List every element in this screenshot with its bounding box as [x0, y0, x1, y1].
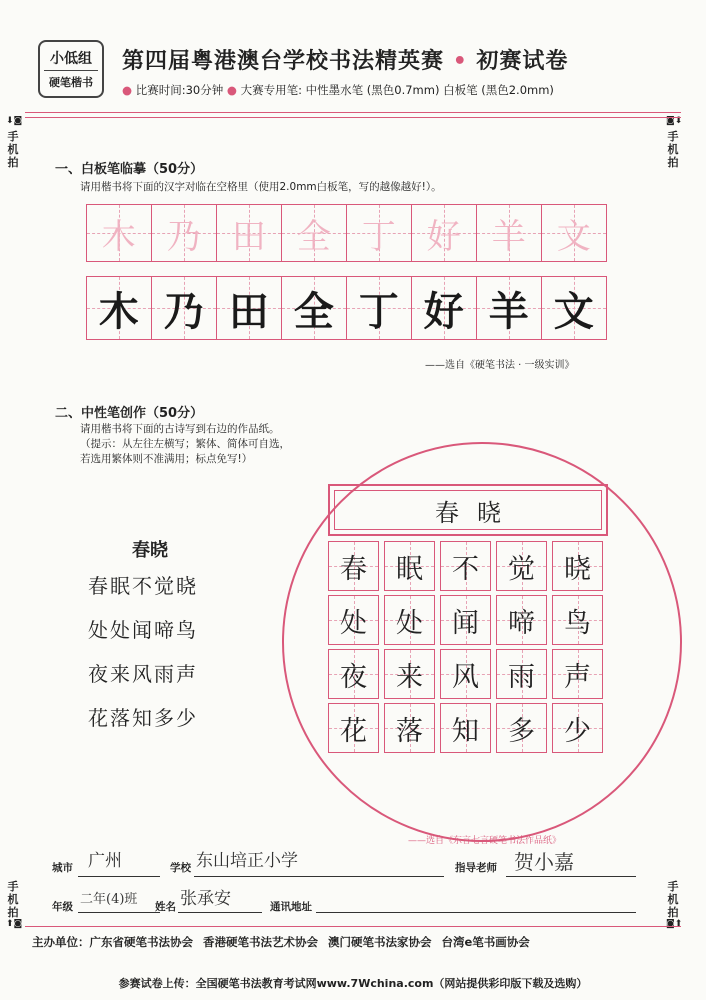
- address-underline: [316, 912, 636, 913]
- poem-line: 春眠不觉晓: [88, 574, 198, 598]
- work-cell[interactable]: 多: [496, 703, 547, 753]
- copying-row: [87, 276, 607, 340]
- work-cell[interactable]: 不: [440, 541, 491, 591]
- work-cell[interactable]: 声: [552, 649, 603, 699]
- title-main: 第四届粤港澳台学校书法精英赛: [122, 49, 445, 74]
- side-note-text: 手机拍: [667, 880, 679, 919]
- badge-divider: [44, 70, 98, 71]
- work-cell[interactable]: 花: [328, 703, 379, 753]
- work-title-box[interactable]: [328, 484, 608, 536]
- instruction-line: 若选用繁体则不准满用；标点免写!）: [80, 453, 253, 465]
- name-field[interactable]: 张承安: [180, 889, 231, 909]
- side-note-bottom-left: [6, 880, 22, 929]
- title-dot: •: [452, 49, 468, 74]
- trace-cell[interactable]: 木: [86, 204, 153, 262]
- work-cell[interactable]: 少: [552, 703, 603, 753]
- copy-cell[interactable]: 乃: [151, 276, 218, 340]
- name-label: 姓名: [155, 901, 176, 913]
- work-title: 春晓: [435, 498, 519, 527]
- side-note-top-left: [6, 116, 22, 169]
- header-rule-thin: [25, 117, 681, 118]
- work-cell[interactable]: 处: [328, 595, 379, 645]
- work-cell[interactable]: 晓: [552, 541, 603, 591]
- trace-cell[interactable]: 田: [216, 204, 283, 262]
- teacher-underline: [506, 876, 636, 877]
- work-cell[interactable]: 鸟: [552, 595, 603, 645]
- trace-cell[interactable]: 乃: [151, 204, 218, 262]
- bullet-icon: ●: [226, 83, 237, 97]
- trace-cell[interactable]: 羊: [476, 204, 543, 262]
- work-cell[interactable]: 来: [384, 649, 435, 699]
- work-row: [328, 703, 604, 753]
- school-underline: [194, 876, 444, 877]
- city-field[interactable]: 广州: [88, 851, 122, 871]
- badge-group-label: 小低组: [50, 51, 92, 67]
- poem-line: 处处闻啼鸟: [88, 618, 198, 642]
- time-info: 比赛时间:30分钟: [135, 83, 224, 97]
- header-rule: [25, 112, 681, 113]
- work-cell[interactable]: 眠: [384, 541, 435, 591]
- school-field[interactable]: 东山培正小学: [196, 851, 298, 871]
- badge-style-label: 硬笔楷书: [49, 76, 93, 89]
- address-label: 通讯地址: [270, 901, 312, 913]
- work-cell[interactable]: 春: [328, 541, 379, 591]
- pen-info: 大赛专用笔: 中性墨水笔 (黑色0.7mm) 白板笔 (黑色2.0mm): [240, 83, 554, 97]
- work-cell[interactable]: 雨: [496, 649, 547, 699]
- poem-line: 夜来风雨声: [88, 662, 198, 686]
- copy-cell[interactable]: 木: [86, 276, 153, 340]
- camera-icon: ◙⬆: [666, 919, 683, 929]
- trace-cell[interactable]: 丁: [346, 204, 413, 262]
- section1-heading: 一、白板笔临摹（50分）: [55, 162, 204, 177]
- work-cell[interactable]: 风: [440, 649, 491, 699]
- work-cell[interactable]: 夜: [328, 649, 379, 699]
- work-cell[interactable]: 觉: [496, 541, 547, 591]
- trace-cell[interactable]: 全: [281, 204, 348, 262]
- copy-cell[interactable]: 田: [216, 276, 283, 340]
- camera-icon: ⬇◙: [6, 116, 23, 126]
- footer-rule: [25, 926, 681, 927]
- section1-instruction: 请用楷书将下面的汉字对临在空格里（使用2.0mm白板笔，写的越像越好!）。: [80, 181, 442, 193]
- camera-icon: ◙⬇: [666, 116, 683, 126]
- section2-source: ——选自《东言七言硬笔书法作品纸》: [408, 836, 562, 846]
- section1-source: ——选自《硬笔书法 · 一级实训》: [425, 360, 575, 371]
- organizers: 主办单位：广东省硬笔书法协会 香港硬笔书法艺术协会 澳门硬笔书法家协会 台湾e笔书画协会: [32, 935, 530, 949]
- bullet-icon: ●: [122, 83, 133, 97]
- copy-cell[interactable]: 丁: [346, 276, 413, 340]
- side-note-text: 手机拍: [7, 880, 19, 919]
- work-cell[interactable]: 知: [440, 703, 491, 753]
- teacher-field[interactable]: 贺小嘉: [514, 850, 574, 874]
- city-underline: [78, 876, 160, 877]
- poem-title: 春晓: [132, 540, 168, 561]
- side-note-text: 手机拍: [7, 130, 19, 169]
- section2-instruction: [80, 422, 290, 467]
- group-badge: [38, 40, 104, 98]
- grade-field[interactable]: 二年(4)班: [80, 892, 138, 907]
- trace-cell[interactable]: 好: [411, 204, 478, 262]
- competition-info: [122, 82, 554, 98]
- copy-cell[interactable]: 羊: [476, 276, 543, 340]
- upload-footer: 参赛试卷上传：全国硬笔书法教育考试网www.7Wchina.com（网站提供彩印版下载及选购）: [118, 977, 588, 990]
- camera-icon: ⬆◙: [6, 919, 23, 929]
- page-title: [122, 44, 568, 75]
- side-note-bottom-right: [666, 880, 682, 929]
- name-underline: [178, 912, 262, 913]
- teacher-label: 指导老师: [455, 862, 497, 874]
- instruction-line: 请用楷书将下面的古诗写到右边的作品纸。: [80, 423, 280, 435]
- side-note-top-right: [666, 116, 682, 169]
- work-row: [328, 649, 604, 699]
- work-cell[interactable]: 处: [384, 595, 435, 645]
- work-row: [328, 595, 604, 645]
- section2-heading: 二、中性笔创作（50分）: [55, 406, 204, 421]
- instruction-line: （提示：从左往左横写；繁体、简体可自选，: [80, 438, 290, 450]
- grade-underline: [78, 912, 160, 913]
- work-row: [328, 541, 604, 591]
- work-grid: [328, 541, 604, 757]
- work-cell[interactable]: 闻: [440, 595, 491, 645]
- work-cell[interactable]: 落: [384, 703, 435, 753]
- title-tail: 初赛试卷: [476, 49, 569, 74]
- tracing-row: [87, 204, 607, 262]
- work-cell[interactable]: 啼: [496, 595, 547, 645]
- grade-label: 年级: [52, 901, 73, 913]
- side-note-text: 手机拍: [667, 130, 679, 169]
- trace-cell[interactable]: 文: [541, 204, 608, 262]
- poem-line: 花落知多少: [88, 706, 198, 730]
- copy-cell[interactable]: 好: [411, 276, 478, 340]
- copy-cell[interactable]: 文: [541, 276, 608, 340]
- city-label: 城市: [52, 862, 73, 874]
- school-label: 学校: [170, 862, 191, 874]
- copy-cell[interactable]: 全: [281, 276, 348, 340]
